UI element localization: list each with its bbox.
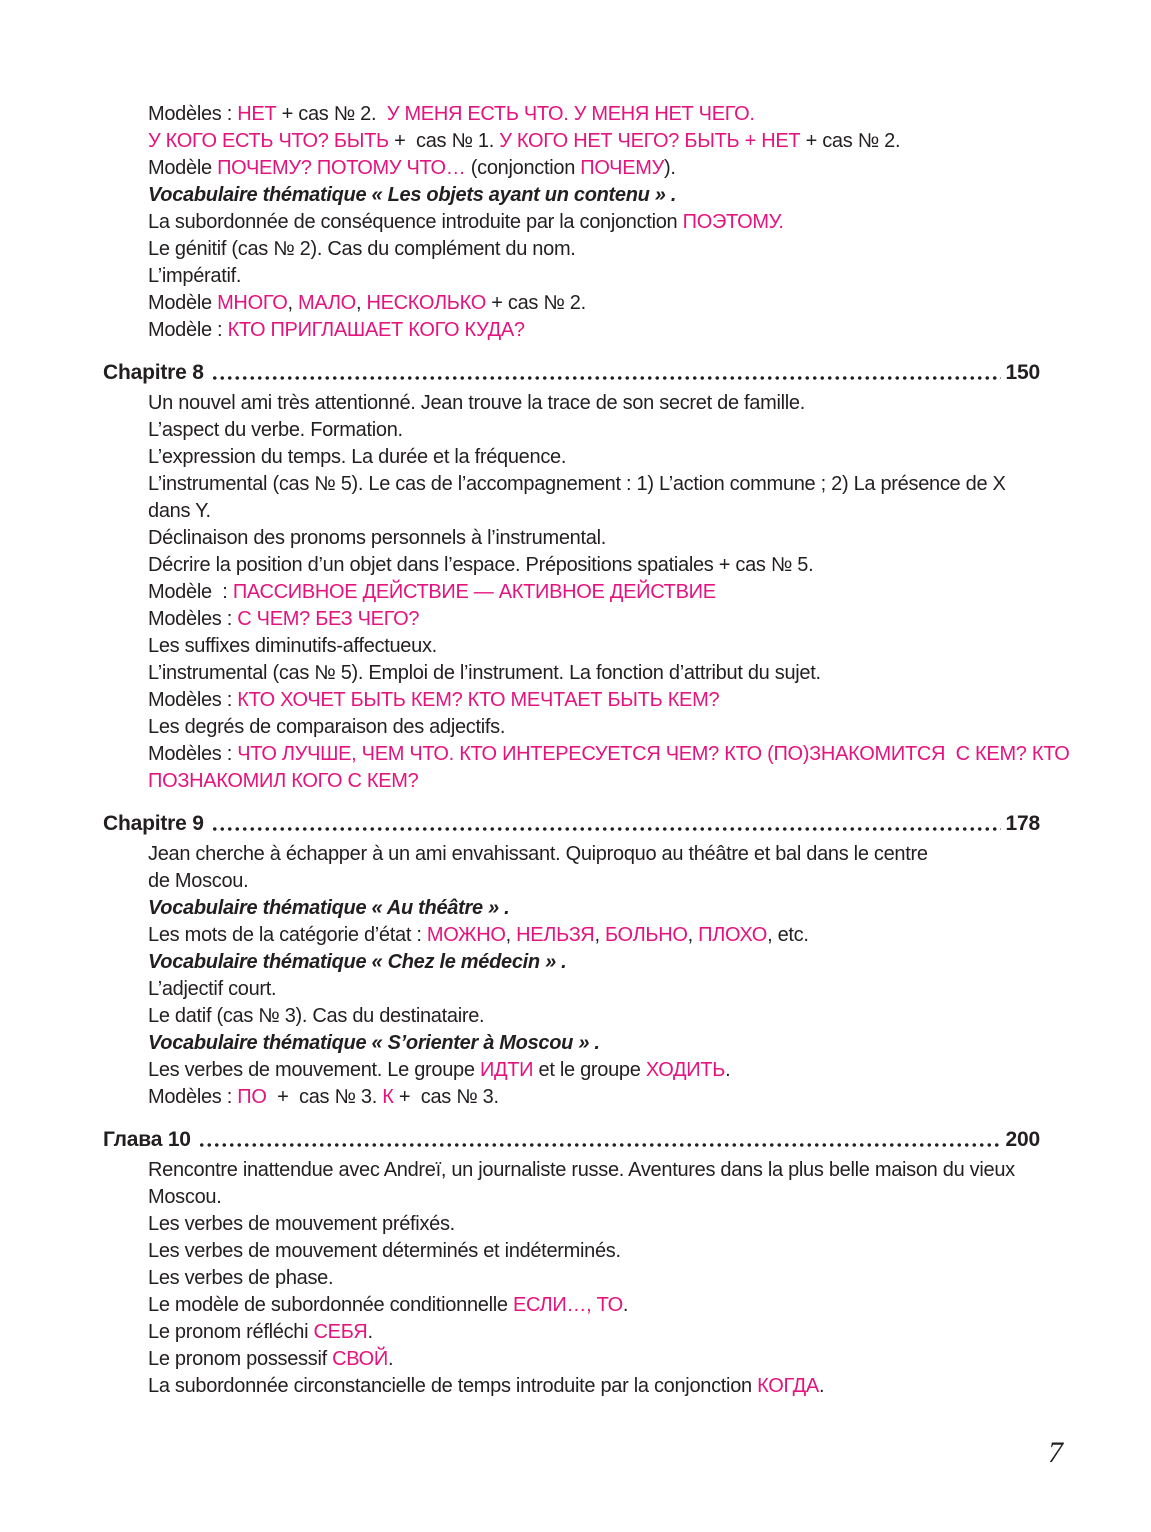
text: L’aspect du verbe. Formation. xyxy=(148,419,403,441)
russian-model-text: НЕСКОЛЬКО xyxy=(366,292,486,314)
text: Jean cherche à échapper à un ami envahissant. Quiproquo au théâtre et bal dans le centre xyxy=(148,843,928,865)
text: Modèles : xyxy=(148,689,238,711)
text: Modèles : xyxy=(148,103,238,125)
text: Le pronom possessif xyxy=(148,1348,333,1370)
toc-line xyxy=(103,579,1040,606)
text: Moscou. xyxy=(148,1186,222,1208)
chapter-page-ref: 178 xyxy=(1005,812,1040,835)
toc-line xyxy=(103,1084,1040,1111)
toc-line xyxy=(103,606,1040,633)
toc-line xyxy=(103,182,1040,209)
text: . xyxy=(725,1059,731,1081)
russian-model-text: СВОЙ xyxy=(332,1348,388,1370)
russian-model-text: У МЕНЯ ЕСТЬ ЧТО. У МЕНЯ НЕТ ЧЕГО. xyxy=(386,103,755,125)
text: Modèles : xyxy=(148,1086,238,1108)
text: (conjonction xyxy=(465,157,581,179)
chapter-label: Глава 10 xyxy=(103,1128,191,1151)
chapter-label: Chapitre 8 xyxy=(103,361,204,384)
toc-line xyxy=(103,1346,1040,1373)
dot-leader xyxy=(198,1142,1001,1148)
toc-section xyxy=(103,810,1040,1111)
toc-line xyxy=(103,552,1040,579)
toc-line xyxy=(103,1373,1040,1400)
russian-model-text: КТО ХОЧЕТ БЫТЬ КЕМ? КТО МЕЧТАЕТ БЫТЬ КЕМ? xyxy=(237,689,720,711)
text: Déclinaison des pronoms personnels à l’instrumental. xyxy=(148,527,606,549)
text: La subordonnée de conséquence introduite par la conjonction xyxy=(148,211,683,233)
text: Modèle xyxy=(148,157,218,179)
text: , etc. xyxy=(767,924,809,946)
text: Un nouvel ami très attentionné. Jean trouve la trace de son secret de famille. xyxy=(148,392,805,414)
toc-line xyxy=(103,1157,1040,1184)
toc-line xyxy=(103,895,1040,922)
vocab-theme-text: Vocabulaire thématique « S’orienter à Moscou » . xyxy=(148,1032,600,1054)
text: La subordonnée circonstancielle de temps introduite par la conjonction xyxy=(148,1375,758,1397)
toc-section xyxy=(103,359,1070,795)
toc-line xyxy=(103,1057,1040,1084)
text: + cas № 2. xyxy=(485,292,586,314)
russian-model-text: С ЧЕМ? БЕЗ ЧЕГО? xyxy=(237,608,420,630)
chapter-heading xyxy=(103,1126,1040,1153)
text: Le génitif (cas № 2). Cas du complément du nom. xyxy=(148,238,576,260)
toc-line xyxy=(103,471,1040,498)
toc-line xyxy=(103,417,1040,444)
text: dans Y. xyxy=(148,500,211,522)
russian-model-text: ПОЧЕМУ? ПОТОМУ ЧТО… xyxy=(217,157,466,179)
text: Les verbes de phase. xyxy=(148,1267,334,1289)
chapter-page-ref: 150 xyxy=(1005,361,1040,384)
text: Modèle : xyxy=(148,581,233,603)
text: L’impératif. xyxy=(148,265,242,287)
russian-model-text: ПЛОХО xyxy=(698,924,768,946)
toc-line xyxy=(103,209,1040,236)
chapter-heading xyxy=(103,359,1040,386)
vocab-theme-text: Vocabulaire thématique « Au théâtre » . xyxy=(148,897,510,919)
toc-line xyxy=(103,1184,1040,1211)
russian-model-text: МАЛО xyxy=(298,292,356,314)
toc-line xyxy=(103,444,1040,471)
russian-model-text: У КОГО ЕСТЬ ЧТО? БЫТЬ xyxy=(148,130,389,152)
text: et le groupe xyxy=(533,1059,646,1081)
text: Le pronom réfléchi xyxy=(148,1321,314,1343)
toc-line xyxy=(103,236,1040,263)
toc-section xyxy=(103,1126,1040,1400)
russian-model-text: НЕЛЬЗЯ xyxy=(516,924,595,946)
russian-model-text: СЕБЯ xyxy=(313,1321,368,1343)
toc-section xyxy=(103,101,1040,344)
text: Modèles : xyxy=(148,743,238,765)
toc-line xyxy=(103,128,1040,155)
text: + cas № 2. xyxy=(276,103,387,125)
text: L’instrumental (cas № 5). Le cas de l’accompagnement : 1) L’action commune ; 2) La présence de X xyxy=(148,473,1006,495)
text: , xyxy=(687,924,699,946)
text: + cas № 3. xyxy=(266,1086,383,1108)
text: , xyxy=(287,292,299,314)
text: Les degrés de comparaison des adjectifs. xyxy=(148,716,506,738)
text: Modèles : xyxy=(148,608,238,630)
toc-line xyxy=(103,1319,1040,1346)
text: L’expression du temps. La durée et la fréquence. xyxy=(148,446,567,468)
text: Décrire la position d’un objet dans l’espace. Prépositions spatiales + cas № 5. xyxy=(148,554,814,576)
toc-line xyxy=(103,922,1040,949)
text: Rencontre inattendue avec Andreï, un journaliste russe. Aventures dans la plus belle maison du vieux xyxy=(148,1159,1015,1181)
russian-model-text: ПОЗНАКОМИЛ КОГО С КЕМ? xyxy=(148,770,419,792)
toc-line xyxy=(103,290,1040,317)
text: Modèle : xyxy=(148,319,228,341)
vocab-theme-text: Vocabulaire thématique « Chez le médecin » . xyxy=(148,951,567,973)
russian-model-text: ИДТИ xyxy=(479,1059,534,1081)
text: L’instrumental (cas № 5). Emploi de l’instrument. La fonction d’attribut du sujet. xyxy=(148,662,821,684)
toc-line xyxy=(103,660,1040,687)
toc-line xyxy=(103,1292,1040,1319)
toc-line xyxy=(103,741,1070,768)
text: . xyxy=(622,1294,629,1316)
text: L’adjectif court. xyxy=(148,978,277,1000)
text: de Moscou. xyxy=(148,870,249,892)
chapter-page-ref: 200 xyxy=(1005,1128,1040,1151)
text: Les verbes de mouvement. Le groupe xyxy=(148,1059,480,1081)
toc-line xyxy=(103,1265,1040,1292)
chapter-label: Chapitre 9 xyxy=(103,812,204,835)
russian-model-text: ЕСЛИ…, ТО xyxy=(512,1294,623,1316)
toc-line xyxy=(103,1003,1040,1030)
toc-line xyxy=(103,868,1040,895)
toc-line xyxy=(103,525,1040,552)
russian-model-text: КТО ПРИГЛАШАЕТ КОГО КУДА? xyxy=(227,319,525,341)
text: Modèle xyxy=(148,292,218,314)
text: . xyxy=(367,1321,373,1343)
toc-line xyxy=(103,949,1040,976)
russian-model-text: МНОГО xyxy=(217,292,288,314)
toc-line xyxy=(103,714,1040,741)
dot-leader xyxy=(211,826,1001,832)
text: . xyxy=(387,1348,394,1370)
toc-line xyxy=(103,390,1040,417)
toc-line xyxy=(103,498,1040,525)
text: Les verbes de mouvement préfixés. xyxy=(148,1213,455,1235)
russian-model-text: ПОЧЕМУ xyxy=(580,157,665,179)
toc-line xyxy=(103,1030,1040,1057)
text: ). xyxy=(664,157,676,179)
text: , xyxy=(355,292,367,314)
table-of-contents xyxy=(103,101,1070,1400)
text: , xyxy=(594,924,605,946)
vocab-theme-text: Vocabulaire thématique « Les objets ayant un contenu » . xyxy=(148,184,677,206)
text: Les mots de la catégorie d’état : xyxy=(148,924,427,946)
toc-line xyxy=(103,687,1040,714)
text: , xyxy=(505,924,517,946)
toc-line xyxy=(103,101,1040,128)
text: Le datif (cas № 3). Cas du destinataire. xyxy=(148,1005,485,1027)
text: Les suffixes diminutifs-affectueux. xyxy=(148,635,437,657)
toc-line xyxy=(103,633,1040,660)
toc-line xyxy=(103,841,1040,868)
russian-model-text: У КОГО НЕТ ЧЕГО? БЫТЬ + НЕТ xyxy=(499,130,801,152)
toc-line xyxy=(103,1238,1040,1265)
russian-model-text: ХОДИТЬ xyxy=(645,1059,726,1081)
text: Les verbes de mouvement déterminés et indéterminés. xyxy=(148,1240,621,1262)
text: + cas № 3. xyxy=(393,1086,499,1108)
russian-model-text: НЕТ xyxy=(237,103,277,125)
page-number: 7 xyxy=(1048,1436,1063,1469)
toc-line xyxy=(103,155,1040,182)
text: + cas № 1. xyxy=(388,130,500,152)
chapter-heading xyxy=(103,810,1040,837)
toc-line xyxy=(103,263,1040,290)
text: Le modèle de subordonnée conditionnelle xyxy=(148,1294,513,1316)
text: + cas № 2. xyxy=(800,130,901,152)
russian-model-text: ПО xyxy=(237,1086,267,1108)
russian-model-text: ПОЭТОМУ. xyxy=(682,211,784,233)
russian-model-text: БОЛЬНО xyxy=(604,924,688,946)
toc-line xyxy=(103,768,1040,795)
russian-model-text: МОЖНО xyxy=(426,924,506,946)
dot-leader xyxy=(211,375,1001,381)
russian-model-text: КОГДА xyxy=(757,1375,819,1397)
toc-line xyxy=(103,317,1040,344)
russian-model-text: ЧТО ЛУЧШЕ, ЧЕМ ЧТО. КТО ИНТЕРЕСУЕТСЯ ЧЕМ? КТО (ПО)ЗНАКОМИТСЯ С КЕМ? КТО xyxy=(237,743,1070,765)
text: . xyxy=(818,1375,825,1397)
russian-model-text: ПАССИВНОЕ ДЕЙСТВИЕ — АКТИВНОЕ ДЕЙСТВИЕ xyxy=(232,581,716,603)
russian-model-text: К xyxy=(382,1086,394,1108)
toc-line xyxy=(103,1211,1040,1238)
toc-line xyxy=(103,976,1040,1003)
